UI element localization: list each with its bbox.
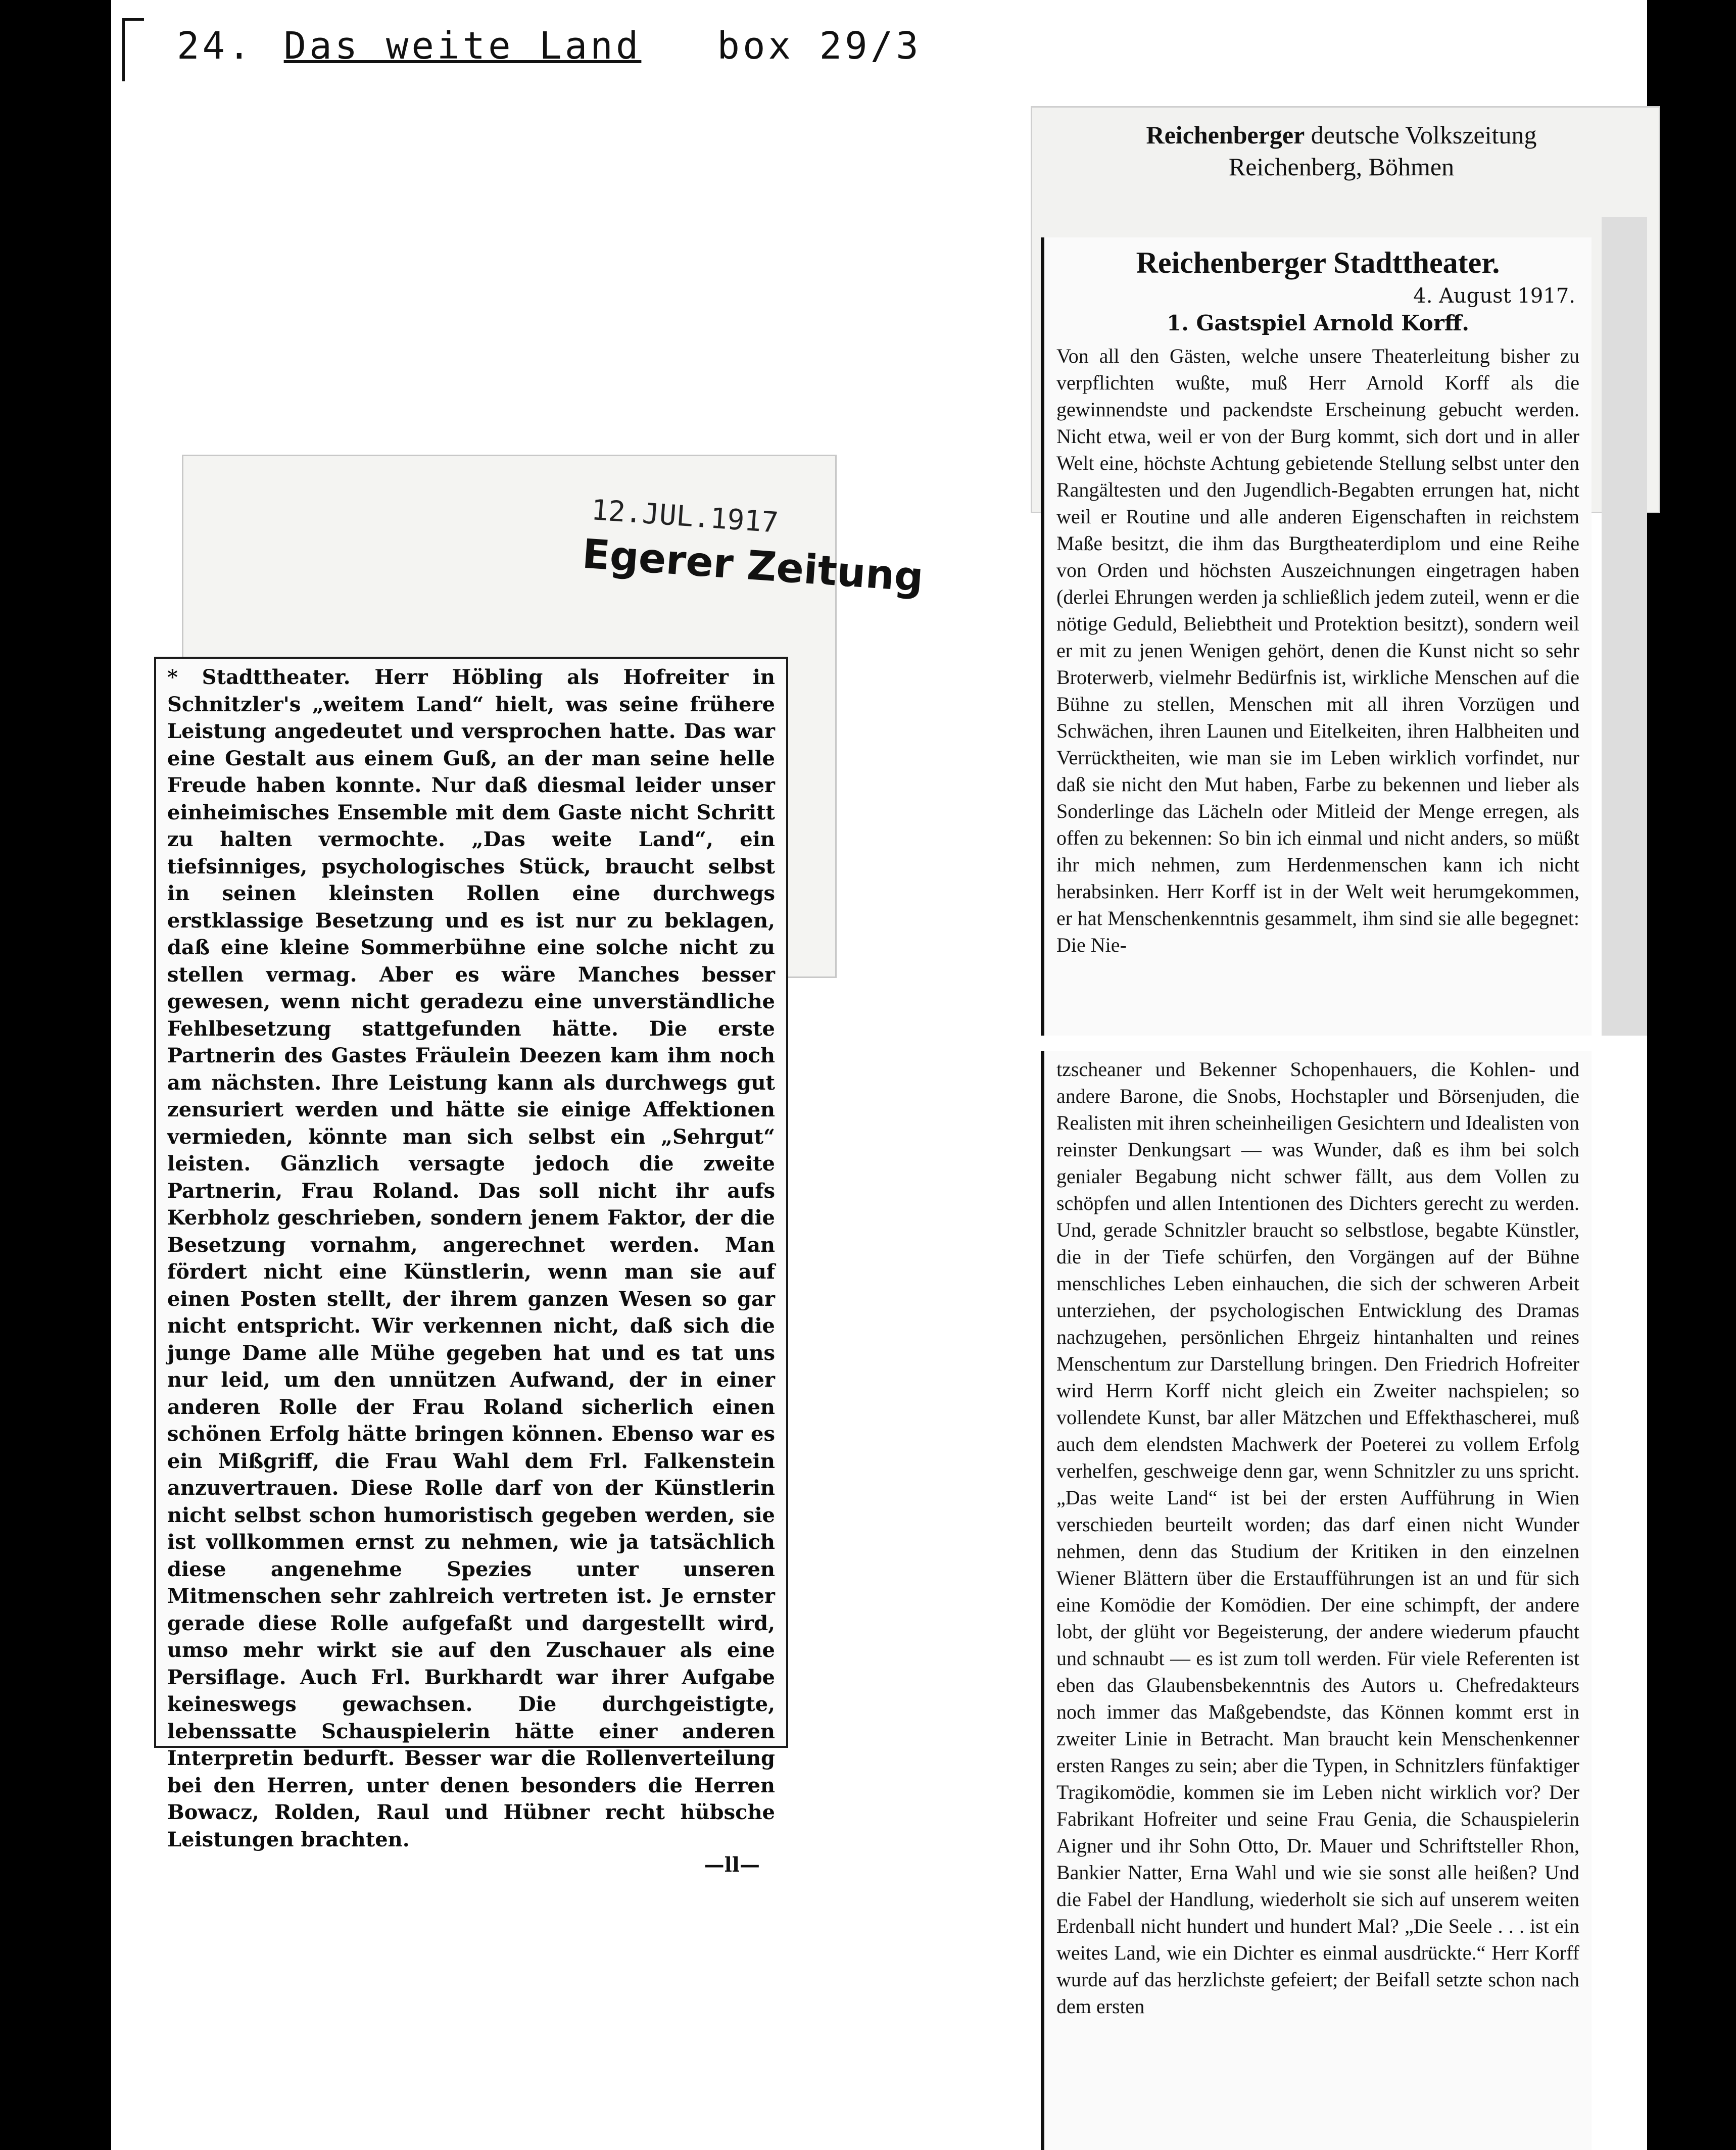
right-source-label xyxy=(1031,119,1652,182)
left-clipping-signature: —ll— xyxy=(704,1853,760,1877)
header-title: Das weite Land xyxy=(283,24,642,68)
right-clipping-part2 xyxy=(1041,1051,1592,2150)
header-box-label: box 29/3 xyxy=(717,24,922,68)
left-clipping-text: * Stadttheater. Herr Höbling als Hofreiter in Schnitzler's „weitem Land“ hielt, was seine frühere Leistung angedeutet und versprochen hatte. Das war eine Gestalt aus einem Guß, an der man seine helle Freude haben konnte. Nur daß diesmal leider unser einheimisches Ensemble mit dem Gaste nicht Schritt zu halten vermochte. „Das weite Land“, ein tiefsinniges, psychologisches Stück, braucht selbst in seinen kleinsten Rollen eine durchwegs erstklassige Besetzung und es ist nur zu beklagen, daß eine kleine Sommerbühne eine solche nicht zu stellen vermag. Aber es wäre Manches besser gewesen, wenn nicht geradezu eine unverständliche Fehlbesetzung stattgefunden hätte. Die erste Partnerin des Gastes Fräulein Deezen kam ihm noch am nächsten. Ihre Leistung kann als durchwegs gut zensuriert werden und hätte sie einige Affektionen vermieden, könnte man sich selbst ein „Sehrgut“ leisten. Gänzlich versagte jedoch die zweite Partnerin, Frau Roland. Das soll nicht ihr aufs Kerbholz geschrieben, sondern jenem Faktor, der die Besetzung vornahm, angerechnet werden. Man fördert nicht eine Künstlerin, wenn man sie auf einen Posten stellt, der ihrem ganzen Wesen so gar nicht entspricht. Wir verkennen nicht, daß sich die junge Dame alle Mühe gegeben hat und es tat uns nur leid, um den unnützen Aufwand, der in einer anderen Rolle der Frau Roland sicherlich einen schönen Erfolg hätte bringen können. Ebenso war es ein Mißgriff, die Frau Wahl dem Frl. Falkenstein anzuvertrauen. Diese Rolle darf von der Künstlerin nicht selbst schon humoristisch gegeben werden, sie ist vollkommen ernst zu nehmen, wie ja tatsächlich diese angenehme Spezies unter unseren Mitmenschen sehr zahlreich vertreten ist. Je ernster gerade diese Rolle aufgefaßt und dargestellt wird, umso mehr wirkt sie auf den Zuschauer als eine Persiflage. Auch Frl. Burkhardt war ihrer Aufgabe keineswegs gewachsen. Die durchgeistigte, lebenssatte Schauspielerin hätte einer anderen Interpretin bedurft. Besser war die Rollenverteilung bei den Herren, unter denen besonders die Herren Bowacz, Rolden, Raul und Hübner recht hübsche Leistungen brachten. xyxy=(167,665,775,1851)
right-clipping-shadow xyxy=(1602,217,1647,1036)
page-corner-mark xyxy=(122,18,144,81)
left-source-paper: Egerer Zeitung xyxy=(581,530,925,601)
header-number: 24. xyxy=(177,24,254,68)
right-clipping-part1 xyxy=(1041,237,1592,1036)
left-date-stamp: 12.JUL.1917 xyxy=(590,494,780,540)
left-clipping xyxy=(154,657,788,1877)
right-source-paper-rest: deutsche Volkszeitung xyxy=(1305,121,1537,149)
right-source-paper: Reichenberger xyxy=(1146,121,1305,149)
scrapbook-page xyxy=(111,0,1647,2150)
right-clipping-text-part1: Von all den Gästen, welche unsere Theaterleitung bisher zu verpflichten wußte, muß Herr Arnold Korff als die gewinnendste und packendste Erscheinung gebucht werden. Nicht etwa, weil er von der Burg kommt, sich dort und in aller Welt eine, höchste Achtung gebietende Stellung selbst unter den Rangältesten und den Jugendlich-Begabten errungen hat, nicht weil er Routine und alle anderen Eigenschaften in reichstem Maße besitzt, die ihm das Burgtheaterdiplom und eine Reihe von Orden und höchsten Auszeichnungen eingetragen haben (derlei Ehrungen werden ja schließlich jedem zuteil, wenn er die nötige Geduld, Beliebtheit und Protektion besitzt), sondern weil er mit zu jenen Wenigen gehört, denen die Kunst nicht so sehr Broterwerb, vielmehr Bedürfnis ist, wirkliche Menschen auf die Bühne zu stellen, Menschen mit all ihren Vorzügen und Schwächen, ihren Launen und Eitelkeiten, ihren Halbheiten und Verrücktheiten, wie man sie im Leben wirklich vorfindet, nur daß sie nicht den Mut haben, Farbe zu bekennen und lieber als Sonderlinge das Lächeln oder Mitleid der Menge erregen, als offen zu bekennen: So bin ich einmal und nicht anders, so müßt ihr mich nehmen, zum Herdenmenschen kann ich nicht herabsinken. Herr Korff ist in der Welt weit herumgekommen, er hat Menschenkenntnis gesammelt, ihm sind sie alle begegnet: Die Nie- xyxy=(1056,345,1579,956)
page-header xyxy=(177,24,922,68)
right-clipping-text-part2: tzscheaner und Bekenner Schopenhauers, die Kohlen- und andere Barone, die Snobs, Hochstapler und Börsenjuden, die Realisten mit ihren scheinheiligen Gesichtern und Idealisten von reinster Denkungsart — was Wunder, daß es ihm bei solch genialer Begabung nicht schwer fällt, aus dem Vollen zu schöpfen und allen Intentionen des Dichters gerecht zu werden. Und, gerade Schnitzler braucht so selbstlose, begabte Künstler, die in der Tiefe schürfen, den Vorgängen auf der Bühne menschliches Leben einhauchen, die sich der schweren Arbeit unterziehen, der psychologischen Entwicklung des Dramas nachzugehen, persönlichen Ehrgeiz hintanhalten und reines Menschentum zur Darstellung bringen. Den Friedrich Hofreiter wird Herrn Korff nicht gleich ein Zweiter nachspielen; so vollendete Kunst, bar aller Mätzchen und Effekthascherei, muß auch dem elendsten Machwerk der Poeterei zu vollem Erfolg verhelfen, geschweige denn gar, wenn Schnitzler zu uns spricht. „Das weite Land“ ist bei der ersten Aufführung in Wien verschieden beurteilt worden; das darf einen nicht Wunder nehmen, denn das Studium der Kritiken in den einzelnen Wiener Blättern über die Erstaufführungen ist an und für sich eine Komödie der Komödien. Der eine schimpft, der andere lobt, der glüht vor Begeisterung, der andere wiederum pfaucht und schnaubt — es ist zum toll werden. Für viele Referenten ist eben das Glaubensbekenntnis des Autors u. Chefredakteurs noch immer das Maßgebendste, das Können kommt erst in zweiter Linie in Betracht. Man braucht kein Menschenkenner ersten Ranges zu sein; aber die Typen, in Schnitzlers fünfaktiger Tragikomödie, kommen sie im Leben nicht wirklich vor? Der Fabrikant Hofreiter und seine Frau Genia, die Schauspielerin Aigner und ihr Sohn Otto, Dr. Mauer und Schriftsteller Rhon, Bankier Natter, Erna Wahl und wie sie sonst alle heißen? Und die Fabel der Handlung, wiederholt sie sich auf unserem weiten Erdenball nicht hundert und hundert Mal? „Die Seele . . . ist ein weites Land, wie ein Dichter es einmal ausdrückte.“ Herr Korff wurde auf das herzlichste gefeiert; der Beifall setzte schon nach dem ersten xyxy=(1056,1058,1579,2018)
right-source-place: Reichenberg, Böhmen xyxy=(1228,152,1455,181)
right-clipping-subhead: 1. Gastspiel Arnold Korff. xyxy=(1167,311,1469,335)
right-clipping-date: 4. August 1917. xyxy=(1413,284,1575,308)
right-clipping-headline: Reichenberger Stadttheater. xyxy=(1136,246,1500,279)
